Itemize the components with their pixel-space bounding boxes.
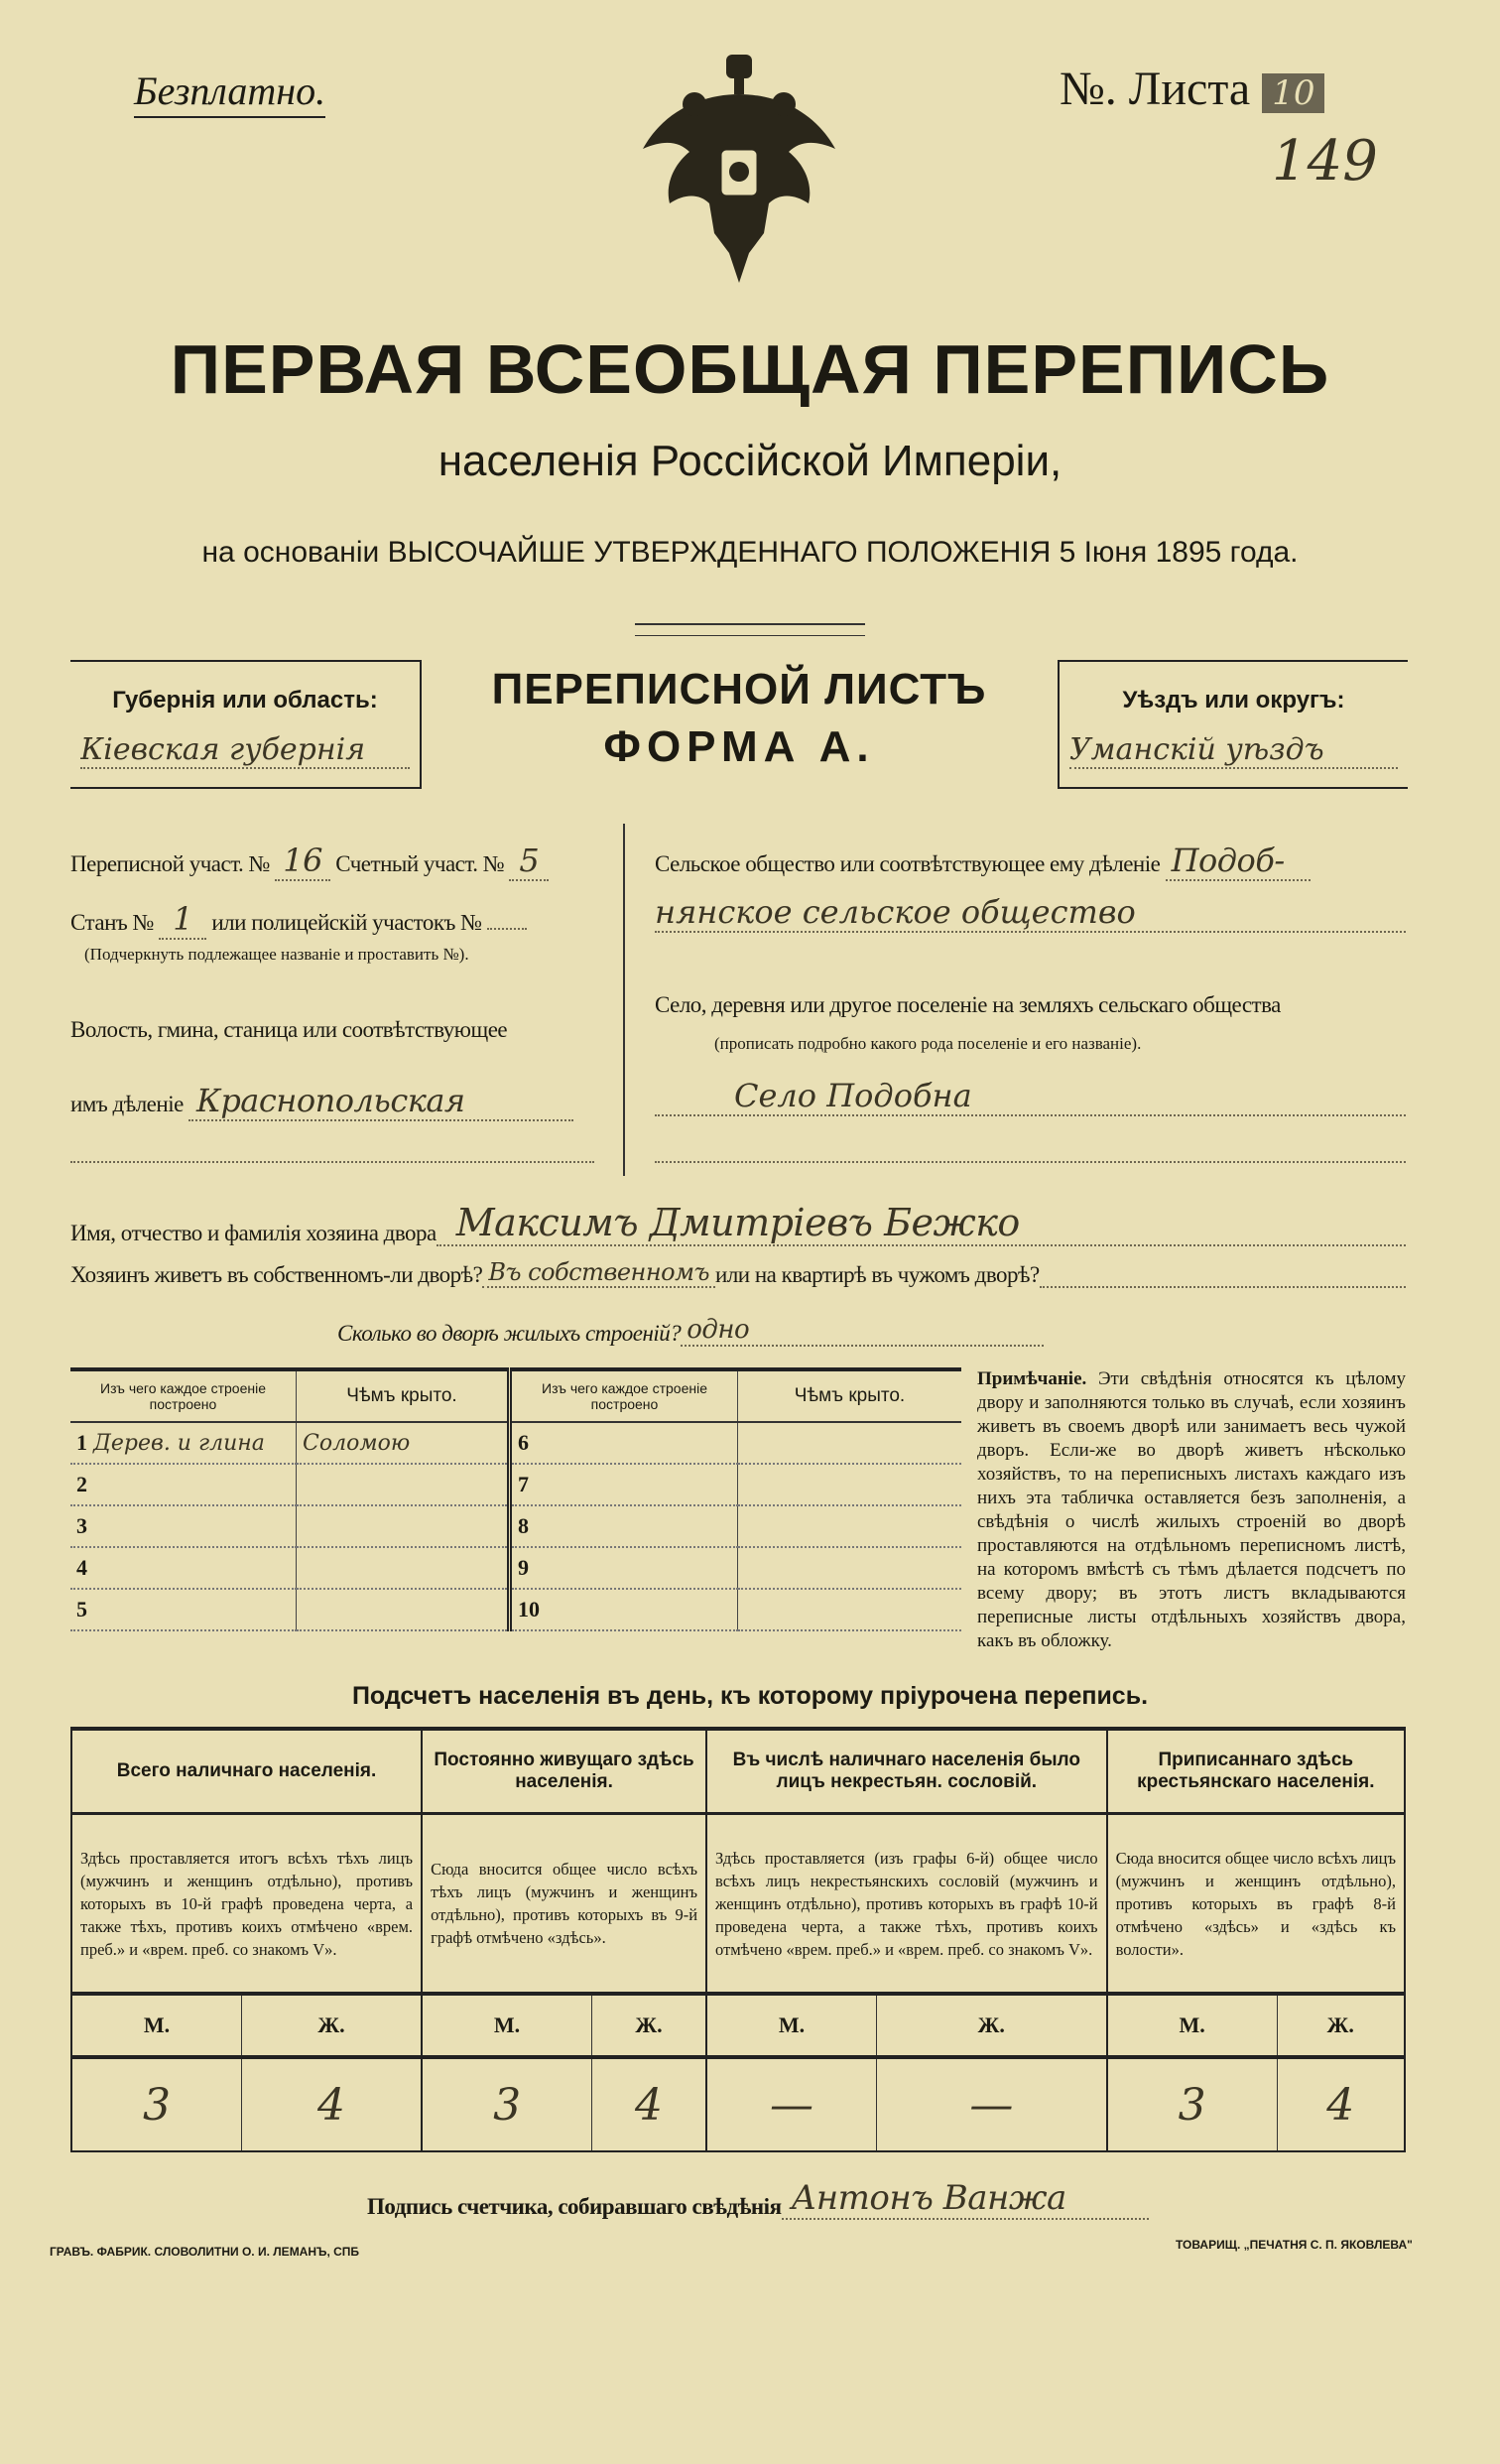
imperial-eagle-emblem-icon: [635, 55, 843, 293]
count-section-label: Счетный участ. №: [335, 851, 505, 876]
society-value-1[interactable]: Подоб-: [1166, 842, 1311, 881]
note-heading: Примѣчаніе.: [977, 1368, 1087, 1389]
census-section-label: Переписной участ. №: [70, 851, 270, 876]
male-count[interactable]: 3: [422, 2057, 592, 2151]
volost-label-1: Волость, гмина, станица или соотвѣтствующее: [70, 1017, 508, 1042]
volost-label-2: имъ дѣленіе: [70, 1092, 184, 1116]
form-name: ФОРМА А.: [603, 722, 875, 771]
building-material-cell[interactable]: [70, 1589, 297, 1630]
row-number: 10: [518, 1597, 540, 1621]
female-count[interactable]: —: [877, 2057, 1107, 2151]
owner-label: Имя, отчество и фамилія хозяина двора: [70, 1221, 437, 1245]
archive-number: 149: [1272, 129, 1378, 194]
group-heading: Въ числѣ наличнаго населенія было лицъ некрестьян. сословій.: [706, 1729, 1107, 1814]
page-title: [0, 327, 1500, 411]
residence-label-2: или на квартирѣ въ чужомъ дворѣ?: [715, 1262, 1040, 1287]
female-label: Ж.: [877, 1994, 1107, 2057]
table-row: [70, 1464, 961, 1505]
village-label: Село, деревня или другое поселеніе на земляхъ сельскаго общества: [655, 992, 1281, 1017]
buildings-count-value[interactable]: одно: [681, 1315, 1044, 1347]
group-heading: Приписаннаго здѣсь крестьянскаго населенія.: [1107, 1729, 1405, 1814]
enumerator-signature[interactable]: Антонъ Ванжа: [782, 2178, 1149, 2220]
male-label: М.: [71, 1994, 242, 2057]
district-value[interactable]: Уманскій уѣздъ: [1069, 732, 1398, 769]
stan-label: Станъ №: [70, 910, 154, 935]
table-row: [70, 1547, 961, 1589]
group-heading: Всего наличнаго населенія.: [71, 1729, 422, 1814]
district-box: [1058, 660, 1408, 789]
owner-row: [70, 1201, 1406, 1246]
male-count[interactable]: —: [706, 2057, 877, 2151]
stan-value[interactable]: 1: [159, 900, 206, 940]
building-roof-cell[interactable]: [738, 1547, 962, 1589]
blank-line: [70, 1161, 594, 1163]
col-material-header: Изъ чего каждое строеніе построено: [70, 1369, 297, 1422]
residence-value[interactable]: Въ собственномъ: [482, 1258, 715, 1288]
building-roof-value: Соломою: [303, 1431, 411, 1456]
female-count[interactable]: 4: [242, 2057, 423, 2151]
society-value-2[interactable]: нянское сельское общество: [655, 893, 1406, 933]
male-label: М.: [1107, 1994, 1278, 2057]
buildings-count-label: Сколько во дворѣ жилыхъ строеній?: [337, 1321, 682, 1346]
legal-basis: на основаніи ВЫСОЧАЙШЕ УТВЕРЖДЕННАГО ПОЛОЖЕНІЯ 5 Іюня 1895 года.: [201, 536, 1299, 569]
col-material-header: Изъ чего каждое строеніе построено: [510, 1369, 738, 1422]
residence-label-1: Хозяинъ живетъ въ собственномъ-ли дворѣ?: [70, 1262, 483, 1287]
note-text: Эти свѣдѣнія относятся къ цѣлому двору и заполняются только въ случаѣ, если хозяинъ живетъ въ своемъ дворѣ или занимаетъ весь чужой дворъ. Если-же во дворѣ живетъ нѣсколько хозяйствъ, то на переписныхъ листахъ каждаго изъ нихъ эта табличка оставляется безъ заполненія, а свѣдѣнія о числѣ жилыхъ строеній во дворѣ проставляются на отдѣльномъ переписномъ листѣ, на которомъ вмѣстѣ съ тѣмъ дѣлается подсчетъ по всему двору; въ этотъ листъ вкладываются переписные листы отдѣльныхъ хозяйствъ двора, какъ въ обложку.: [977, 1368, 1406, 1651]
village-value[interactable]: Село Подобна: [655, 1077, 1406, 1116]
province-box: [70, 660, 422, 789]
building-material-cell[interactable]: [70, 1547, 297, 1589]
group-description: Здѣсь проставляется (изъ графы 6-й) общее число всѣхъ лицъ некрестьянскихъ сословій (мужчинъ и женщинъ отдѣльно), противъ которыхъ въ графѣ 10-й проведена черта, а также тѣхъ, противъ коихъ отмѣчено «врем. преб.» и «врем. преб. со знакомъ V».: [706, 1814, 1107, 1995]
subtitle: населенія Россійской Имперіи,: [438, 437, 1062, 485]
sheet-label: №. Листа: [1060, 63, 1251, 115]
form-title-text: ПЕРЕПИСНОЙ ЛИСТЪ: [491, 665, 987, 713]
group-description: Сюда вносится общее число всѣхъ лицъ (мужчинъ и женщинъ отдѣльно), противъ которыхъ въ графѣ 8-й отмѣчено «здѣсь» и «здѣсь къ волости».: [1107, 1814, 1405, 1995]
building-roof-cell[interactable]: [297, 1464, 510, 1505]
sheet-number: [1060, 62, 1324, 116]
building-material-cell[interactable]: [510, 1422, 738, 1464]
building-roof-cell[interactable]: [297, 1505, 510, 1547]
imprint-right: ТОВАРИЩ. „ПЕЧАТНЯ С. П. ЯКОВЛЕВА": [1176, 2238, 1413, 2252]
title-text: ПЕРВАЯ ВСЕОБЩАЯ ПЕРЕПИСЬ: [170, 330, 1330, 408]
volost-value[interactable]: Краснопольская: [188, 1082, 573, 1121]
female-label: Ж.: [242, 1994, 423, 2057]
society-label: Сельское общество или соотвѣтствующее ему дѣленіе: [655, 851, 1161, 876]
building-material-cell[interactable]: [510, 1589, 738, 1630]
residence-other-value[interactable]: [1040, 1286, 1406, 1288]
row-number: 8: [518, 1513, 529, 1538]
population-table: [70, 1727, 1406, 2152]
row-number: 9: [518, 1555, 529, 1580]
province-label: Губернія или область:: [112, 687, 378, 713]
owner-value[interactable]: Максимъ Дмитріевъ Бежко: [437, 1201, 1406, 1246]
female-label: Ж.: [1277, 1994, 1405, 2057]
building-material-cell[interactable]: [510, 1547, 738, 1589]
ornament-divider: [635, 623, 865, 636]
village-hint: (прописать подробно какого рода поселеніе и его названіе).: [714, 1034, 1142, 1053]
group-description: Здѣсь проставляется итогъ всѣхъ тѣхъ лицъ (мужчинъ и женщинъ отдѣльно), противъ которыхъ въ 10-й графѣ проведена черта, а также тѣхъ, противъ коихъ отмѣчено «врем. преб.» и «врем. преб. со знакомъ V».: [71, 1814, 422, 1995]
society-row: [655, 842, 1311, 881]
col-roof-header: Чѣмъ крыто.: [297, 1369, 510, 1422]
population-title: Подсчетъ населенія въ день, къ которому пріурочена перепись.: [351, 1682, 1149, 1710]
building-roof-cell[interactable]: [297, 1422, 510, 1464]
female-count[interactable]: 4: [1326, 2079, 1355, 2131]
building-roof-cell[interactable]: [738, 1464, 962, 1505]
male-count[interactable]: 3: [71, 2057, 242, 2151]
building-roof-cell[interactable]: [297, 1589, 510, 1630]
census-section-value[interactable]: 16: [275, 842, 330, 881]
volost-row: [70, 1082, 606, 1121]
building-material-cell[interactable]: [70, 1505, 297, 1547]
building-roof-cell[interactable]: [738, 1589, 962, 1630]
underline-hint: (Подчеркнуть подлежащее названіе и проставить №).: [84, 945, 469, 964]
building-material-cell[interactable]: [70, 1422, 297, 1464]
male-label: М.: [422, 1994, 592, 2057]
male-label: М.: [706, 1994, 877, 2057]
row-number: 7: [518, 1472, 529, 1496]
row-number: 1: [76, 1430, 87, 1455]
male-count[interactable]: 3: [1107, 2057, 1278, 2151]
province-value[interactable]: Кіевская губернія: [80, 732, 410, 769]
stan-row: [70, 900, 527, 938]
signature-label: Подпись счетчика, собиравшаго свѣдѣнія: [367, 2194, 782, 2219]
district-label: Уѣздъ или округъ:: [1122, 687, 1345, 713]
building-roof-cell[interactable]: [738, 1505, 962, 1547]
building-material-cell[interactable]: [70, 1464, 297, 1505]
group-description: Сюда вносится общее число всѣхъ тѣхъ лицъ (мужчинъ и женщинъ отдѣльно), противъ которыхъ въ 9-й графѣ отмѣчено «здѣсь».: [422, 1814, 706, 1995]
row-number: 3: [76, 1513, 87, 1538]
imprint-left: ГРАВЪ. ФАБРИК. СЛОВОЛИТНИ О. И. ЛЕМАНЪ, СПБ: [50, 2245, 360, 2259]
police-label: или полицейскій участокъ №: [211, 910, 482, 935]
building-roof-cell[interactable]: [297, 1547, 510, 1589]
sheet-number-value: 10: [1262, 73, 1324, 113]
table-row: [70, 1422, 961, 1464]
female-label: Ж.: [592, 1994, 706, 2057]
section-divider: [623, 824, 625, 1176]
police-value[interactable]: [487, 928, 527, 930]
form-title: [437, 665, 1042, 772]
row-number: 4: [76, 1555, 87, 1580]
building-material-cell[interactable]: [510, 1505, 738, 1547]
buildings-count-row: [337, 1315, 1044, 1347]
census-section-row: [70, 842, 549, 879]
row-number: 2: [76, 1472, 87, 1496]
signature-row: [367, 2178, 1149, 2220]
building-material-cell[interactable]: [510, 1464, 738, 1505]
table-row: [70, 1505, 961, 1547]
count-section-value[interactable]: 5: [509, 842, 549, 881]
free-label: Безплатно.: [134, 67, 325, 118]
blank-line: [655, 1161, 1406, 1163]
building-roof-cell[interactable]: [738, 1422, 962, 1464]
group-heading: Постоянно живущаго здѣсь населенія.: [422, 1729, 706, 1814]
building-material-value: Дерев. и глина: [93, 1431, 265, 1456]
row-number: 5: [76, 1597, 87, 1621]
table-row: [70, 1589, 961, 1630]
buildings-table: [70, 1367, 961, 1631]
note: [977, 1367, 1406, 1653]
female-count[interactable]: 4: [592, 2057, 706, 2151]
residence-row: [70, 1258, 1406, 1288]
row-number: 6: [518, 1430, 529, 1455]
col-roof-header: Чѣмъ крыто.: [738, 1369, 962, 1422]
